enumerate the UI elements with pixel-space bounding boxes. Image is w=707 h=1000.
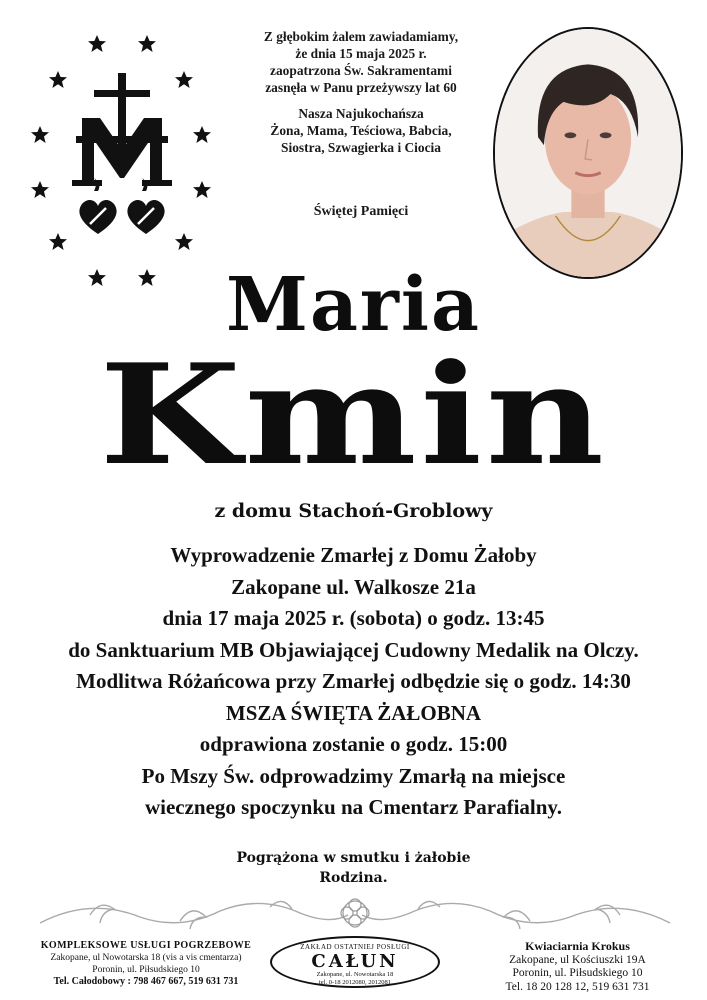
star-icon: [175, 71, 193, 88]
detail-line: wiecznego spoczynku na Cmentarz Parafialny.: [144, 795, 563, 819]
family-role-line: Żona, Mama, Teściowa, Babcia,: [270, 123, 452, 138]
funeral-home-address: Zakopane, ul Nowotarska 18 (vis a vis cmentarza): [50, 953, 242, 963]
star-icon: [88, 35, 106, 52]
detail-line: Modlitwa Różańcowa przy Zmarłej odbędzie się o godz. 14:30: [76, 669, 631, 693]
intro-line: że dnia 15 maja 2025 r.: [295, 46, 427, 61]
florist-info: [450, 940, 705, 994]
florist-phone: Tel. 18 20 128 12, 519 631 731: [505, 980, 650, 993]
calun-brand: CAŁUN: [311, 951, 399, 972]
funeral-home-title: KOMPLEKSOWE USŁUGI POGRZEBOWE: [40, 940, 252, 951]
calun-tagline: ZAKŁAD OSTATNIEJ POSŁUGI: [300, 943, 410, 951]
detail-line: odprawiona zostanie o godz. 15:00: [199, 732, 508, 756]
intro-line: Z głębokim żalem zawiadamiamy,: [263, 29, 459, 44]
star-icon: [193, 126, 211, 143]
announcement-intro: [222, 28, 500, 156]
miraculous-medal-emblem: [22, 28, 222, 298]
star-icon: [31, 126, 49, 143]
signoff-family: Rodzina.: [319, 870, 388, 886]
calun-address: Zakopane, ul. Nowotarska 18: [316, 971, 394, 978]
star-icon: [138, 35, 156, 52]
sacred-heart-icon: [127, 178, 164, 234]
signoff-line: Pogrążona w smutku i żałobie: [236, 850, 471, 866]
florist-address: Poronin, ul. Piłsudskiego 10: [512, 967, 643, 979]
calun-phone: tel. 0-18 2012080, 2012081: [318, 979, 392, 986]
star-icon: [49, 233, 67, 250]
star-icon: [175, 233, 193, 250]
in-memory-label: Świętej Pamięci: [313, 204, 409, 219]
funeral-home-address: Poronin, ul. Piłsudskiego 10: [92, 965, 200, 975]
funeral-details: [0, 540, 707, 824]
star-icon: [49, 71, 67, 88]
deceased-first-name: Maria: [226, 262, 481, 348]
star-icon: [31, 181, 49, 198]
funeral-home-info: [6, 940, 286, 988]
florist-address: Zakopane, ul Kościuszki 19A: [509, 953, 646, 966]
deceased-last-name: Kmin: [99, 333, 608, 496]
detail-line: Wyprowadzenie Zmarłej z Domu Żałoby: [170, 543, 537, 567]
detail-line: MSZA ŚWIĘTA ŻAŁOBNA: [225, 700, 482, 725]
detail-line: do Sanktuarium MB Objawiającej Cudowny Medalik na Olczy.: [68, 637, 639, 662]
intro-line: zasnęła w Panu przeżywszy lat 60: [265, 80, 457, 95]
portrait-photo: [493, 27, 683, 279]
floral-ornament: [30, 893, 680, 933]
family-role-line: Siostra, Szwagierka i Ciocia: [281, 140, 441, 155]
maiden-name: z domu Stachoń-Groblowy: [214, 500, 493, 522]
intro-line: zaopatrzona Św. Sakramentami: [270, 63, 452, 78]
star-icon: [193, 181, 211, 198]
sacred-heart-icon: [79, 178, 116, 234]
family-signoff: [0, 848, 707, 888]
family-role-line: Nasza Najukochańsza: [298, 106, 424, 121]
detail-line: Zakopane ul. Walkosze 21a: [231, 574, 476, 599]
funeral-home-phone: Tel. Całodobowy : 798 467 667, 519 631 731: [53, 976, 239, 987]
calun-logo: [270, 936, 440, 988]
florist-title: Kwiaciarnia Krokus: [525, 939, 630, 953]
detail-line: Po Mszy Św. odprowadzimy Zmarłą na miejsce: [141, 763, 566, 788]
detail-line: dnia 17 maja 2025 r. (sobota) o godz. 13:45: [162, 606, 545, 630]
